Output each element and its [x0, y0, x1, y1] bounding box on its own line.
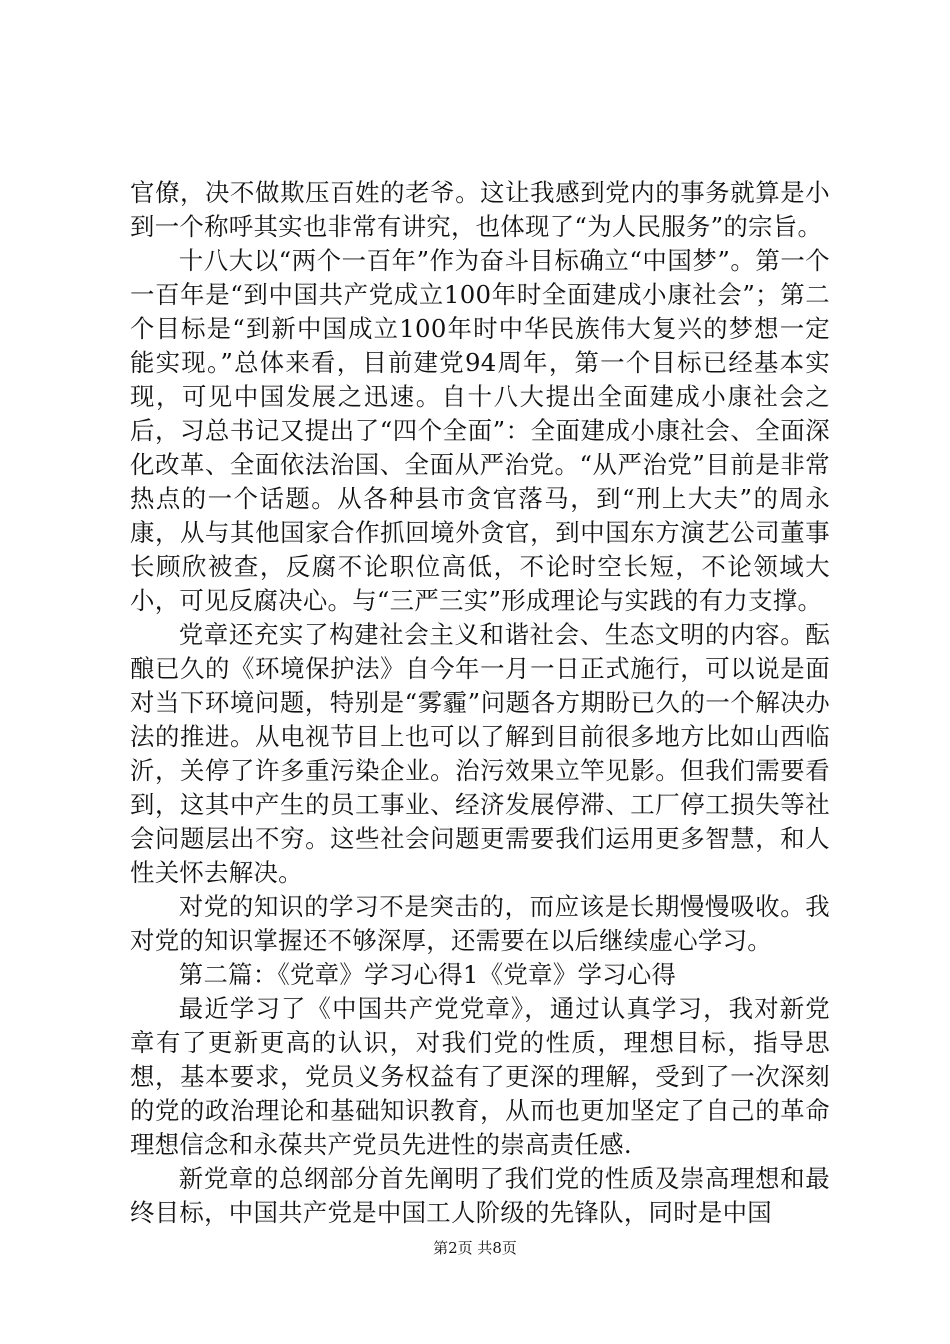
paragraph-6: 新党章的总纲部分首先阐明了我们党的性质及崇高理想和最终目标，中国共产党是中国工人阶级的先锋队，同时是中国	[130, 1164, 830, 1227]
paragraph-1: 官僚，决不做欺压百姓的老爷。这让我感到党内的事务就算是小到一个称呼其实也非常有讲究，也体现了“为人民服务”的宗旨。	[130, 178, 830, 241]
section-heading: 第二篇：《党章》学习心得1《党章》学习心得	[178, 960, 677, 989]
paragraph-5: 最近学习了《中国共产党党章》，通过认真学习，我对新党章有了更新更高的认识，对我们党的性质，理想目标，指导思想，基本要求，党员义务权益有了更深的理解，受到了一次深刻的党的政治理论和基础知识教育，从而也更加坚定了自己的革命理想信念和永葆共产党员先进性的崇高责任感.	[130, 994, 830, 1159]
document-body	[130, 176, 830, 1230]
paragraph-3: 党章还充实了构建社会主义和谐社会、生态文明的内容。酝酿已久的《环境保护法》自今年一月一日正式施行，可以说是面对当下环境问题，特别是“雾霾”问题各方期盼已久的一个解决办法的推进。从电视节目上也可以了解到目前很多地方比如山西临沂，关停了许多重污染企业。治污效果立竿见影。但我们需要看到，这其中产生的员工事业、经济发展停滞、工厂停工损失等社会问题层出不穷。这些社会问题更需要我们运用更多智慧，和人性关怀去解决。	[130, 620, 830, 887]
page-number-footer: 第2页 共8页	[433, 1239, 517, 1257]
paragraph-2: 十八大以“两个一百年”作为奋斗目标确立“中国梦”。第一个一百年是“到中国共产党成立100年时全面建成小康社会”；第二个目标是“到新中国成立100年时中华民族伟大复兴的梦想一定能实现。”总体来看，目前建党94周年，第一个目标已经基本实现，可见中国发展之迅速。自十八大提出全面建成小康社会之后，习总书记又提出了“四个全面”：全面建成小康社会、全面深化改革、全面依法治国、全面从严治党。“从严治党”目前是非常热点的一个话题。从各种县市贪官落马，到“刑上大夫”的周永康，从与其他国家合作抓回境外贪官，到中国东方演艺公司董事长顾欣被查，反腐不论职位高低，不论时空长短，不论领域大小，可见反腐决心。与“三严三实”形成理论与实践的有力支撑。	[130, 246, 830, 615]
paragraph-4: 对党的知识的学习不是突击的，而应该是长期慢慢吸收。我对党的知识掌握还不够深厚，还需要在以后继续虚心学习。	[130, 892, 830, 955]
